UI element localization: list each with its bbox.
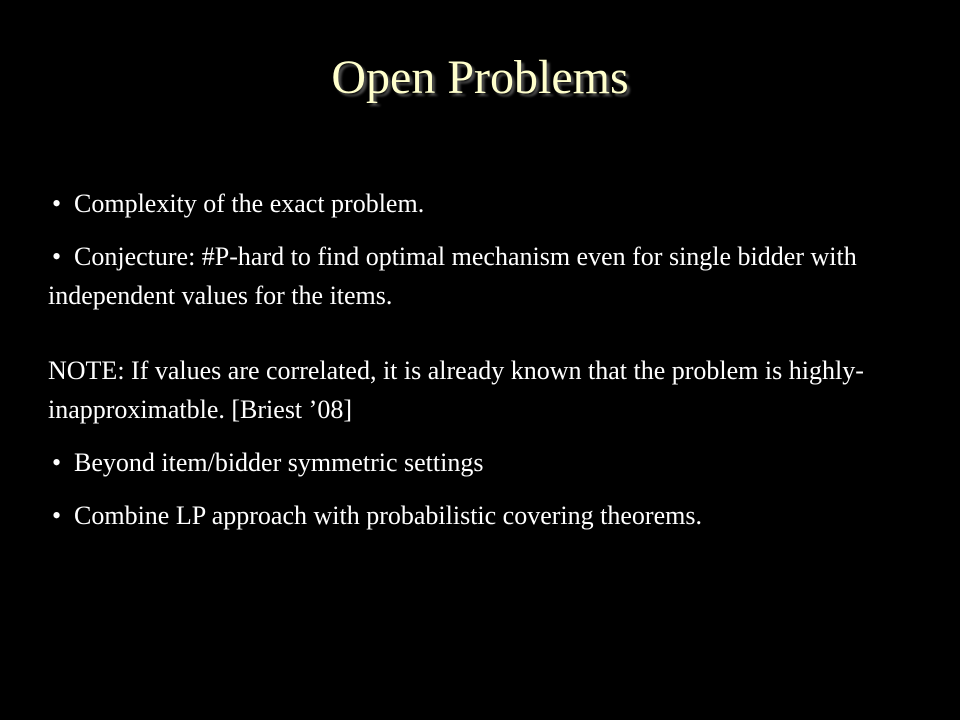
bullet-text: Combine LP approach with probabilistic covering theorems.	[74, 501, 702, 530]
bullet-text: Beyond item/bidder symmetric settings	[74, 448, 484, 477]
slide-title: Open Problems	[331, 51, 629, 104]
bullet-item-complexity	[48, 184, 908, 223]
bullet-glyph: •	[52, 189, 62, 218]
slide-body	[48, 184, 908, 535]
bullet-text: Conjecture: #P-hard to find optimal mechanism even for single bidder with independent values for the items.	[48, 242, 857, 310]
bullet-text: Complexity of the exact problem.	[74, 189, 425, 218]
bullet-glyph: •	[52, 242, 62, 271]
bullet-glyph: •	[52, 501, 62, 530]
bullet-item-combine-lp	[48, 496, 908, 535]
bullet-item-conjecture	[48, 237, 908, 315]
bullet-item-beyond-symmetric	[48, 443, 908, 482]
note-paragraph: NOTE: If values are correlated, it is already known that the problem is highly-inapproximatble. [Briest ’08]	[48, 356, 864, 424]
bullet-glyph: •	[52, 448, 62, 477]
